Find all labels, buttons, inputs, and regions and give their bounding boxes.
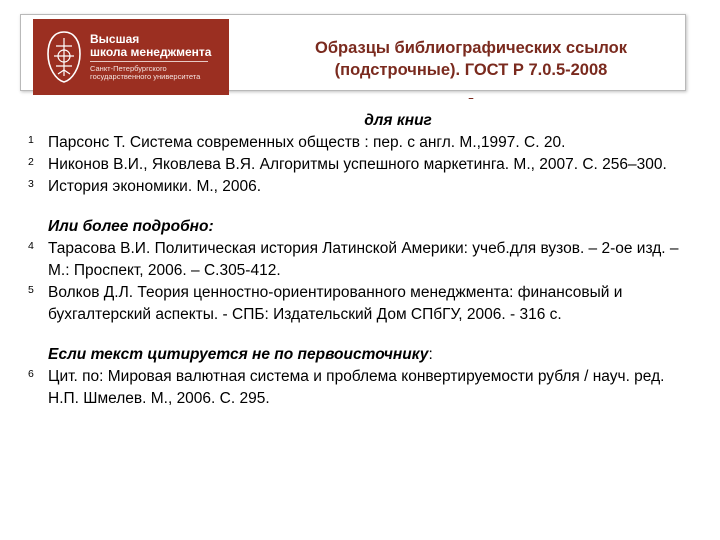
spacer [48, 326, 688, 344]
gsom-logo [33, 19, 229, 95]
title-underline [251, 81, 691, 103]
books-heading: для книг [364, 112, 432, 129]
logo-divider [90, 61, 208, 62]
footnote-number: 1 [28, 134, 34, 146]
footnote-number: 3 [28, 178, 34, 190]
logo-line-3: Санкт-Петербургского [90, 64, 167, 74]
detailed-heading: Или более подробно: [48, 218, 214, 235]
logo-line-1: Высшая [90, 32, 140, 47]
footnote-text: Никонов В.И., Яковлева В.Я. Алгоритмы успешного маркетинга. М., 2007. С. 256–300. [48, 156, 667, 173]
spacer [48, 198, 688, 216]
slide-title [251, 37, 691, 103]
footnote-text: Парсонс Т. Система современных обществ : пер. с англ. М.,1997. С. 20. [48, 134, 566, 151]
secondary-colon: : [428, 346, 433, 363]
footnote-5 [28, 282, 688, 326]
footnote-number: 5 [28, 284, 34, 296]
footnote-1 [28, 132, 688, 154]
footnote-number: 6 [28, 368, 34, 380]
title-line-1: Образцы библиографических ссылок [315, 39, 627, 57]
footnote-6 [28, 366, 688, 410]
title-line-2: (подстрочные). ГОСТ Р 7.0.5-2008 [251, 59, 691, 103]
footnote-4 [28, 238, 688, 282]
footnote-number: 4 [28, 240, 34, 252]
logo-line-4: государственного университета [90, 72, 201, 82]
footnote-text: Волков Д.Л. Теория ценностно-ориентированного менеджмента: финансовый и бухгалтерский аспекты. - СПБ: Издательский Дом СПбГУ, 2006. - 316 с. [48, 284, 623, 323]
footnote-2 [28, 154, 688, 176]
footnote-3 [28, 176, 688, 198]
references-body [28, 110, 688, 410]
secondary-heading-line [48, 344, 688, 366]
footnote-text: Тарасова В.И. Политическая история Латинской Америки: учеб.для вузов. – 2-ое изд. – М.: Проспект, 2006. – С.305-412. [48, 240, 679, 279]
footnote-number: 2 [28, 156, 34, 168]
secondary-heading: Если текст цитируется не по первоисточнику [48, 346, 429, 363]
footnote-text: История экономики. М., 2006. [48, 178, 262, 195]
footnote-text: Цит. по: Мировая валютная система и проблема конвертируемости рубля / науч. ред. Н.П. Шмелев. М., 2006. С. 295. [48, 368, 665, 407]
logo-line-2: школа менеджмента [90, 44, 212, 59]
slide-header [20, 14, 686, 91]
emblem-icon [45, 30, 83, 84]
